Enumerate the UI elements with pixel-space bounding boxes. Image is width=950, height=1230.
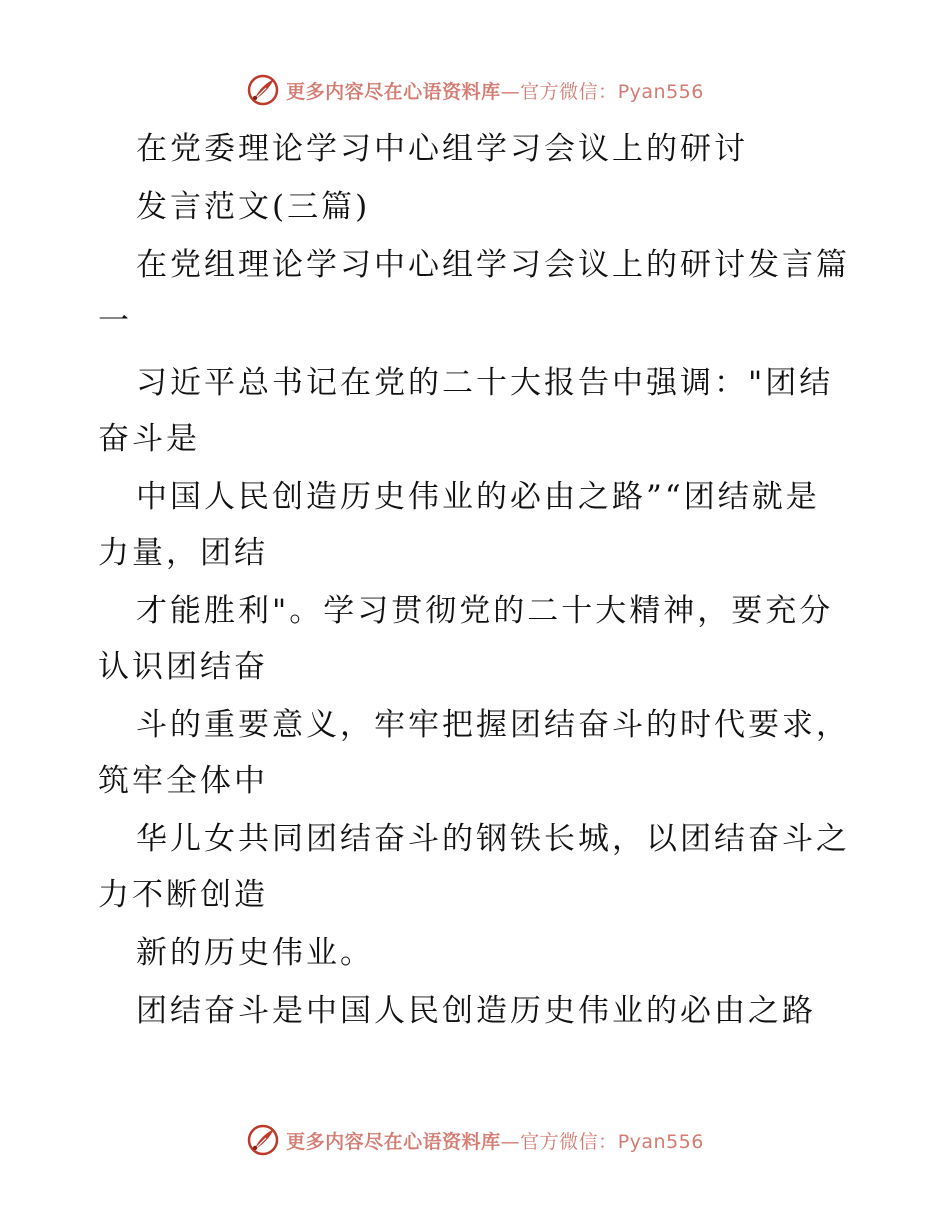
watermark-site-text: 更多内容尽在心语资料库	[286, 80, 501, 103]
paragraph-line: 力不断创造	[98, 877, 268, 913]
watermark-dash: —	[500, 80, 521, 103]
paragraph-line: 习近平总书记在党的二十大报告中强调："团结	[136, 365, 834, 401]
paragraph-line: 才能胜利"。学习贯彻党的二十大精神，要充分	[136, 593, 834, 629]
doc-title-line-1: 在党委理论学习中心组学习会议上的研讨	[136, 131, 748, 167]
watermark-wechat-label: 官方微信：	[520, 80, 618, 103]
paragraph-line: 华儿女共同团结奋斗的钢铁长城，以团结奋斗之	[136, 821, 850, 857]
section-heading-line-2: 一	[98, 303, 132, 339]
section-heading-line-1: 在党组理论学习中心组学习会议上的研讨发言篇	[136, 247, 850, 283]
paragraph-line: 筑牢全体中	[98, 763, 268, 799]
watermark-wechat-id: Pyan556	[617, 80, 704, 103]
watermark-site-text: 更多内容尽在心语资料库	[286, 1130, 501, 1153]
document-body	[98, 120, 858, 1028]
paragraph-line: 力量，团结	[98, 535, 268, 571]
subheading-line: 团结奋斗是中国人民创造历史伟业的必由之路	[136, 993, 816, 1029]
watermark-wechat-id: Pyan556	[617, 1130, 704, 1153]
feather-pen-icon	[246, 73, 280, 107]
doc-title-line-2: 发言范文(三篇)	[136, 189, 371, 225]
paragraph-line: 中国人民创造历史伟业的必由之路”“团结就是	[136, 479, 820, 515]
paragraph-line: 认识团结奋	[98, 649, 268, 685]
watermark-dash: —	[500, 1130, 521, 1153]
footer-watermark	[0, 1120, 950, 1160]
paragraph-line: 斗的重要意义，牢牢把握团结奋斗的时代要求，	[136, 707, 850, 743]
feather-pen-icon	[246, 1123, 280, 1157]
watermark-wechat-label: 官方微信：	[520, 1130, 618, 1153]
paragraph-line: 新的历史伟业。	[136, 935, 374, 971]
paragraph-line: 奋斗是	[98, 421, 200, 457]
header-watermark	[0, 70, 950, 110]
